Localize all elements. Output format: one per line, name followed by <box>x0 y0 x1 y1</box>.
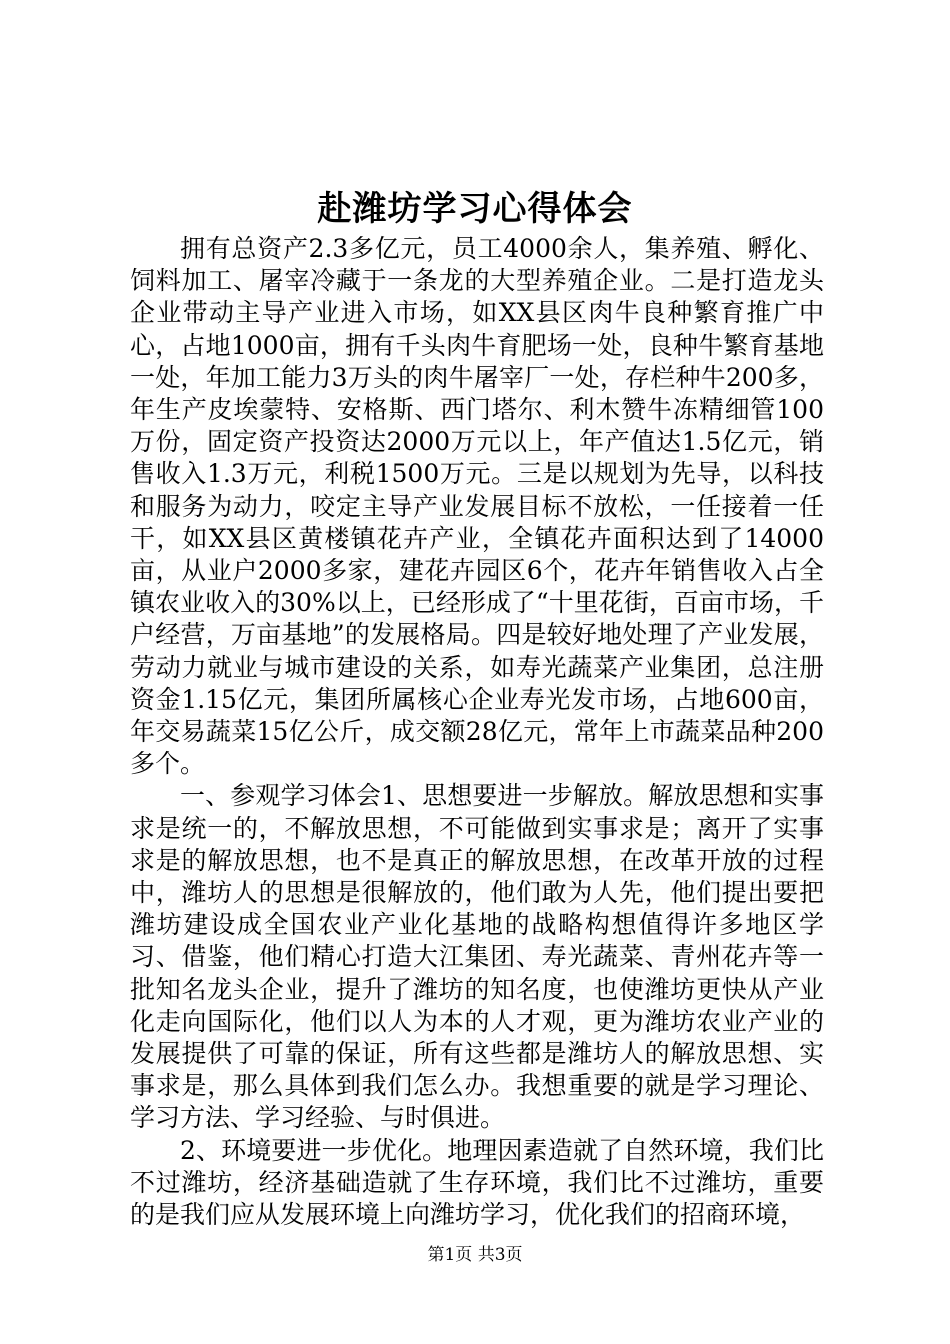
paragraph: 2、环境要进一步优化。地理因素造就了自然环境，我们比不过潍坊，经济基础造就了生存环境，我们比不过潍坊，重要的是我们应从发展环境上向潍坊学习，优化我们的招商环境， <box>130 1135 824 1230</box>
paragraph: 一、参观学习体会1、思想要进一步解放。解放思想和实事求是统一的，不解放思想，不可能做到实事求是；离开了实事求是的解放思想，也不是真正的解放思想，在改革开放的过程中，潍坊人的思想是很解放的，他们敢为人先，他们提出要把潍坊建设成全国农业产业化基地的战略构想值得许多地区学习、借鉴，他们精心打造大江集团、寿光蔬菜、青州花卉等一批知名龙头企业，提升了潍坊的知名度，也使潍坊更快从产业化走向国际化，他们以人为本的人才观，更为潍坊农业产业的发展提供了可靠的保证，所有这些都是潍坊人的解放思想、实事求是，那么具体到我们怎么办。我想重要的就是学习理论、学习方法、学习经验、与时俱进。 <box>130 781 824 1133</box>
document-body <box>130 233 824 1231</box>
paragraph: 拥有总资产2.3多亿元，员工4000余人，集养殖、孵化、饲料加工、屠宰冷藏于一条龙的大型养殖企业。二是打造龙头企业带动主导产业进入市场，如XX县区肉牛良种繁育推广中心，占地1000亩，拥有千头肉牛育肥场一处，良种牛繁育基地一处，年加工能力3万头的肉牛屠宰厂一处，存栏种牛200多，年生产皮埃蒙特、安格斯、西门塔尔、利木赞牛冻精细管100万份，固定资产投资达2000万元以上，年产值达1.5亿元，销售收入1.3万元，利税1500万元。三是以规划为先导，以科技和服务为动力，咬定主导产业发展目标不放松，一任接着一任干，如XX县区黄楼镇花卉产业，全镇花卉面积达到了14000亩，从业户2000多家，建花卉园区6个，花卉年销售收入占全镇农业收入的30%以上，已经形成了“十里花街，百亩市场，千户经营，万亩基地”的发展格局。四是较好地处理了产业发展，劳动力就业与城市建设的关系，如寿光蔬菜产业集团，总注册资金1.15亿元，集团所属核心企业寿光发市场，占地600亩，年交易蔬菜15亿公斤，成交额28亿元，常年上市蔬菜品种200多个。 <box>130 234 824 779</box>
document-title: 赴潍坊学习心得体会 <box>317 189 633 229</box>
page-number-footer: 第1页 共3页 <box>427 1245 523 1265</box>
